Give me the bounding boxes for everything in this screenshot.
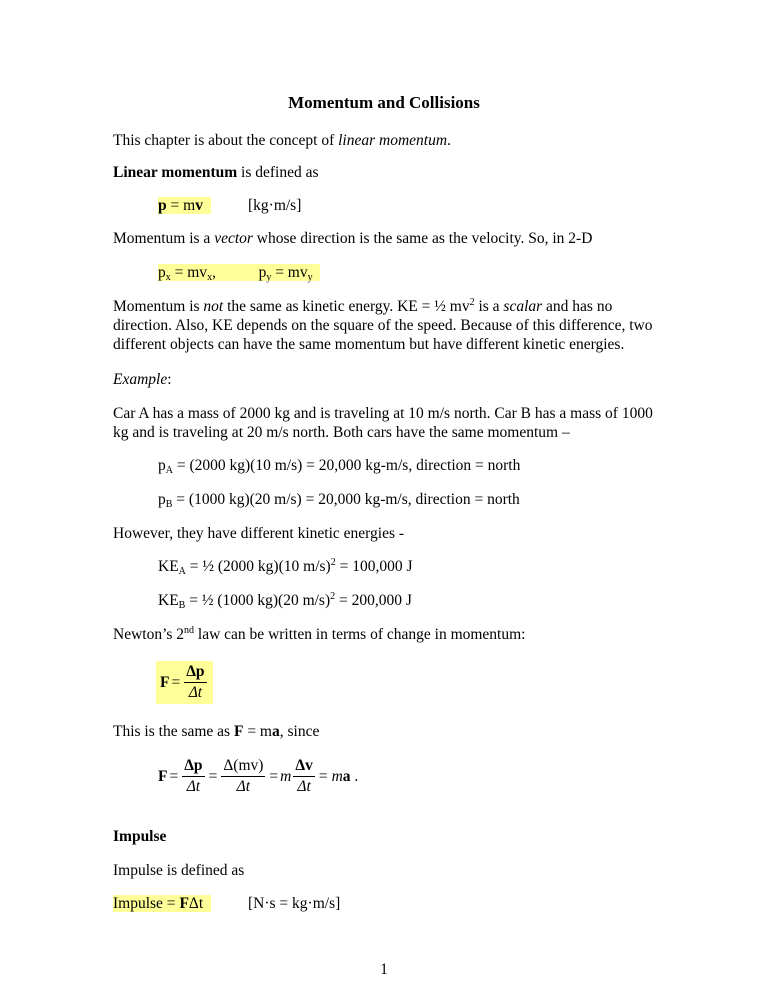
chain-f3-num: Δv [293, 757, 314, 777]
impulse-f: F [179, 895, 189, 912]
frac-num: Δp [184, 663, 206, 683]
eq-mid: = m [166, 197, 196, 214]
momentum-units: [kg·m/s] [248, 197, 302, 214]
px-end: , [212, 264, 216, 281]
newton-a: Newton’s 2 [113, 626, 185, 643]
ke-l1-d: and has no [542, 298, 613, 315]
chain-frac-1 [182, 757, 204, 796]
chain-f2-den: Δt [236, 778, 251, 795]
chain-ma-a: a [342, 767, 351, 785]
chain-f2-num: Δ(mv) [221, 757, 265, 777]
vector-prefix: Momentum is a [113, 230, 215, 247]
vector-suffix: whose direction is the same as the velocity. So, in 2-D [252, 230, 593, 247]
ke-not: not [203, 298, 224, 315]
same-as-a-bold: a [272, 723, 280, 740]
example-text: Example [113, 371, 168, 388]
kea-sub: A [178, 566, 186, 577]
pa-p: p [158, 457, 166, 474]
intro-paragraph [113, 132, 451, 150]
chain-eq-4: = [318, 767, 328, 785]
ke-l1-a: Momentum is [113, 298, 204, 315]
keb-sub: B [178, 600, 186, 611]
p-symbol: p [158, 197, 167, 214]
impulse-heading: Impulse [113, 828, 167, 845]
px-sub2: x [207, 272, 213, 283]
py-p: p [258, 264, 267, 281]
impulse-equation [113, 895, 211, 913]
keb-equation [158, 592, 412, 610]
however-line: However, they have different kinetic energies - [113, 525, 405, 542]
ke-l1-b: the same as kinetic energy. KE = ½ mv [223, 298, 470, 315]
pb-equation [158, 491, 520, 509]
dp-dt-fraction [184, 663, 206, 702]
momentum-equation [158, 197, 211, 215]
intro-emphasis: linear momentum [338, 132, 448, 149]
force-momentum-equation [156, 661, 213, 704]
py-mid: = mv [271, 264, 308, 281]
py-sub2: y [307, 272, 313, 283]
impulse-units: [N·s = kg·m/s] [248, 895, 341, 912]
chain-eq-3: = [269, 767, 279, 785]
px-p: p [158, 264, 166, 281]
newton-b: law can be written in terms of change in momentum: [194, 626, 526, 643]
kea-mid: = ½ (2000 kg)(10 m/s) [185, 558, 331, 575]
linear-momentum-line [113, 164, 319, 182]
chain-end: . [350, 767, 359, 785]
ke-line-2: direction. Also, KE depends on the square of the speed. Because of this difference, two [113, 317, 653, 334]
chain-f1-num: Δp [182, 757, 204, 777]
component-highlight [158, 264, 320, 281]
kea-sup: 2 [330, 557, 336, 568]
frac-den: Δt [188, 684, 203, 701]
car-line-2: kg and is traveling at 20 m/s north. Both cars have the same momentum – [113, 424, 570, 441]
vector-line [113, 230, 592, 248]
same-as-b: = m [243, 723, 272, 740]
same-as-c: , since [279, 723, 320, 740]
chain-m: m [280, 767, 292, 785]
keb-sup: 2 [330, 591, 336, 602]
impulse-definition: Impulse is defined as [113, 862, 245, 879]
ke-line-3: different objects can have the same momentum but have different kinetic energies. [113, 336, 625, 353]
chain-eq-2: = [208, 767, 218, 785]
chain-f: F [158, 767, 168, 785]
pb-p: p [158, 491, 166, 508]
chain-eq-1: = [169, 767, 179, 785]
f-symbol: F [160, 673, 170, 691]
pa-sub: A [165, 465, 173, 476]
chain-f3-den: Δt [297, 778, 311, 795]
chain-frac-2 [221, 757, 265, 796]
pa-equation [158, 457, 520, 475]
same-as-f: F [233, 723, 244, 740]
example-label [113, 371, 172, 389]
force-chain-equation [158, 757, 360, 796]
chain-f1-den: Δt [186, 778, 201, 795]
pb-rest: = (1000 kg)(20 m/s) = 20,000 kg-m/s, direction = north [172, 491, 520, 508]
kea-end: = 100,000 J [335, 558, 413, 575]
pa-rest: = (2000 kg)(10 m/s) = 20,000 kg-m/s, direction = north [172, 457, 521, 474]
newton-line [113, 626, 525, 644]
linear-momentum-term: Linear momentum [113, 164, 238, 181]
keb-ke: KE [158, 592, 179, 609]
kea-ke: KE [158, 558, 179, 575]
ke-line-1 [113, 298, 612, 316]
keb-end: = 200,000 J [335, 592, 412, 609]
py-sub: y [266, 272, 272, 283]
impulse-highlight [113, 895, 211, 912]
vector-emphasis: vector [214, 230, 253, 247]
linear-momentum-def: is defined as [237, 164, 319, 181]
page-number: 1 [380, 961, 388, 978]
same-as-a: This is the same as [113, 723, 234, 740]
equals: = [171, 673, 181, 691]
chain-ma-m: m [331, 767, 343, 785]
newton-sup: nd [184, 625, 195, 636]
pb-sub: B [165, 499, 173, 510]
intro-suffix: . [447, 132, 451, 149]
impulse-b: Δt [188, 895, 204, 912]
impulse-a: Impulse = [113, 895, 180, 912]
same-as-line [113, 723, 319, 741]
px-mid: = mv [170, 264, 208, 281]
ke-scalar: scalar [503, 298, 543, 315]
intro-text: This chapter is about the concept of [113, 132, 339, 149]
momentum-equation-highlight [158, 197, 211, 214]
px-sub: x [165, 272, 171, 283]
car-line-1: Car A has a mass of 2000 kg and is traveling at 10 m/s north. Car B has a mass of 1000 [113, 405, 653, 422]
chain-frac-3 [293, 757, 314, 796]
kea-equation [158, 558, 412, 576]
ke-l1-c: is a [474, 298, 504, 315]
example-colon: : [167, 371, 172, 388]
v-symbol: v [195, 197, 203, 214]
keb-mid: = ½ (1000 kg)(20 m/s) [185, 592, 331, 609]
chain-ma [332, 768, 359, 786]
page-title: Momentum and Collisions [288, 93, 480, 112]
ke-sup: 2 [469, 297, 475, 308]
component-equations [158, 264, 320, 282]
